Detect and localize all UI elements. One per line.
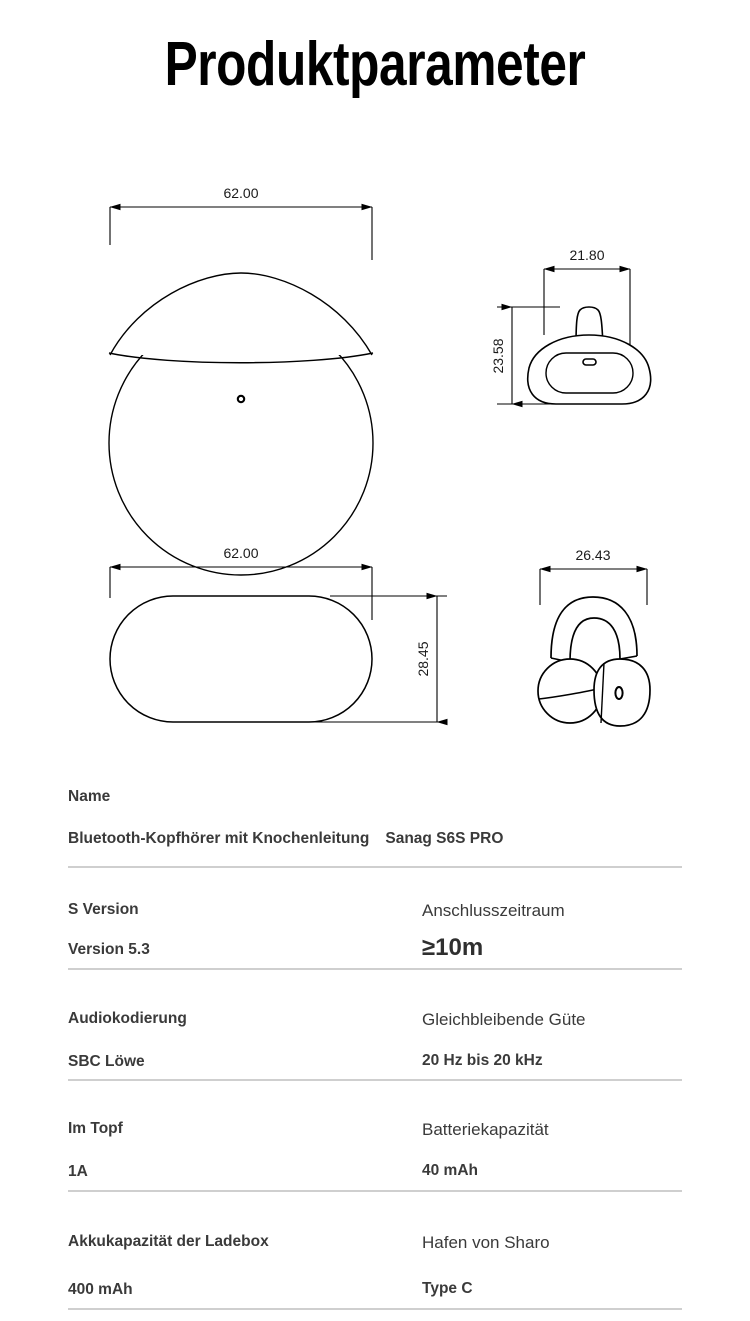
page-title: Produktparameter bbox=[164, 30, 586, 99]
spec-value: SBC Löwe bbox=[68, 1052, 145, 1070]
table-row bbox=[68, 970, 682, 1081]
spec-cell-right bbox=[422, 1234, 682, 1297]
table-row bbox=[68, 768, 682, 868]
spec-value: Version 5.3 bbox=[68, 940, 150, 958]
spec-cell-right bbox=[422, 1121, 682, 1179]
dim-earbud-side-width: 26.43 bbox=[575, 547, 611, 563]
dim-case-top-width: 62.00 bbox=[223, 185, 259, 201]
drawing-earbud-front-view bbox=[490, 247, 651, 404]
spec-value-model: Sanag S6S PRO bbox=[385, 829, 504, 847]
spec-label: Im Topf bbox=[68, 1120, 123, 1137]
spec-value: 400 mAh bbox=[68, 1280, 133, 1298]
spec-label: Audiokodierung bbox=[68, 1010, 187, 1027]
spec-cell-right bbox=[422, 902, 682, 960]
spec-label: Batteriekapazität bbox=[422, 1120, 549, 1139]
dim-case-side-height: 28.45 bbox=[415, 641, 431, 677]
drawing-charging-case-side-view bbox=[110, 545, 447, 722]
spec-label: Anschlusszeitraum bbox=[422, 901, 565, 920]
dim-earbud-front-height: 23.58 bbox=[490, 338, 506, 374]
table-row bbox=[68, 868, 682, 970]
spec-label: Gleichbleibende Güte bbox=[422, 1010, 586, 1029]
dim-earbud-front-width: 21.80 bbox=[569, 247, 605, 263]
spec-value: 20 Hz bis 20 kHz bbox=[422, 1052, 543, 1069]
dim-case-side-width: 62.00 bbox=[223, 545, 259, 561]
spec-cell-left bbox=[68, 1234, 422, 1297]
spec-cell-left bbox=[68, 1121, 422, 1179]
spec-value: Type C bbox=[422, 1280, 473, 1297]
spec-value: ≥10m bbox=[422, 934, 484, 961]
spec-cell-right bbox=[422, 1011, 682, 1069]
spec-value: Bluetooth-Kopfhörer mit Knochenleitung bbox=[68, 829, 370, 847]
spec-cell-left bbox=[68, 788, 504, 847]
spec-cell-left bbox=[68, 902, 422, 957]
earbud-slot bbox=[583, 359, 596, 365]
spec-cell-left bbox=[68, 1011, 422, 1069]
spec-label: Name bbox=[68, 788, 111, 805]
drawings-canvas bbox=[0, 150, 750, 750]
case-center-hole bbox=[238, 396, 244, 402]
spec-value: 1A bbox=[68, 1162, 88, 1180]
spec-value: 40 mAh bbox=[422, 1162, 478, 1179]
drawing-earbud-side-view bbox=[538, 547, 650, 726]
earbud-port bbox=[615, 687, 622, 699]
table-row bbox=[68, 1081, 682, 1192]
drawing-charging-case-top-view bbox=[109, 185, 373, 575]
technical-drawings bbox=[0, 150, 750, 750]
spec-label: S Version bbox=[68, 901, 139, 918]
spec-label: Akkukapazität der Ladebox bbox=[68, 1233, 269, 1250]
spec-table bbox=[68, 768, 682, 1310]
table-row bbox=[68, 1192, 682, 1310]
spec-label: Hafen von Sharo bbox=[422, 1233, 550, 1252]
